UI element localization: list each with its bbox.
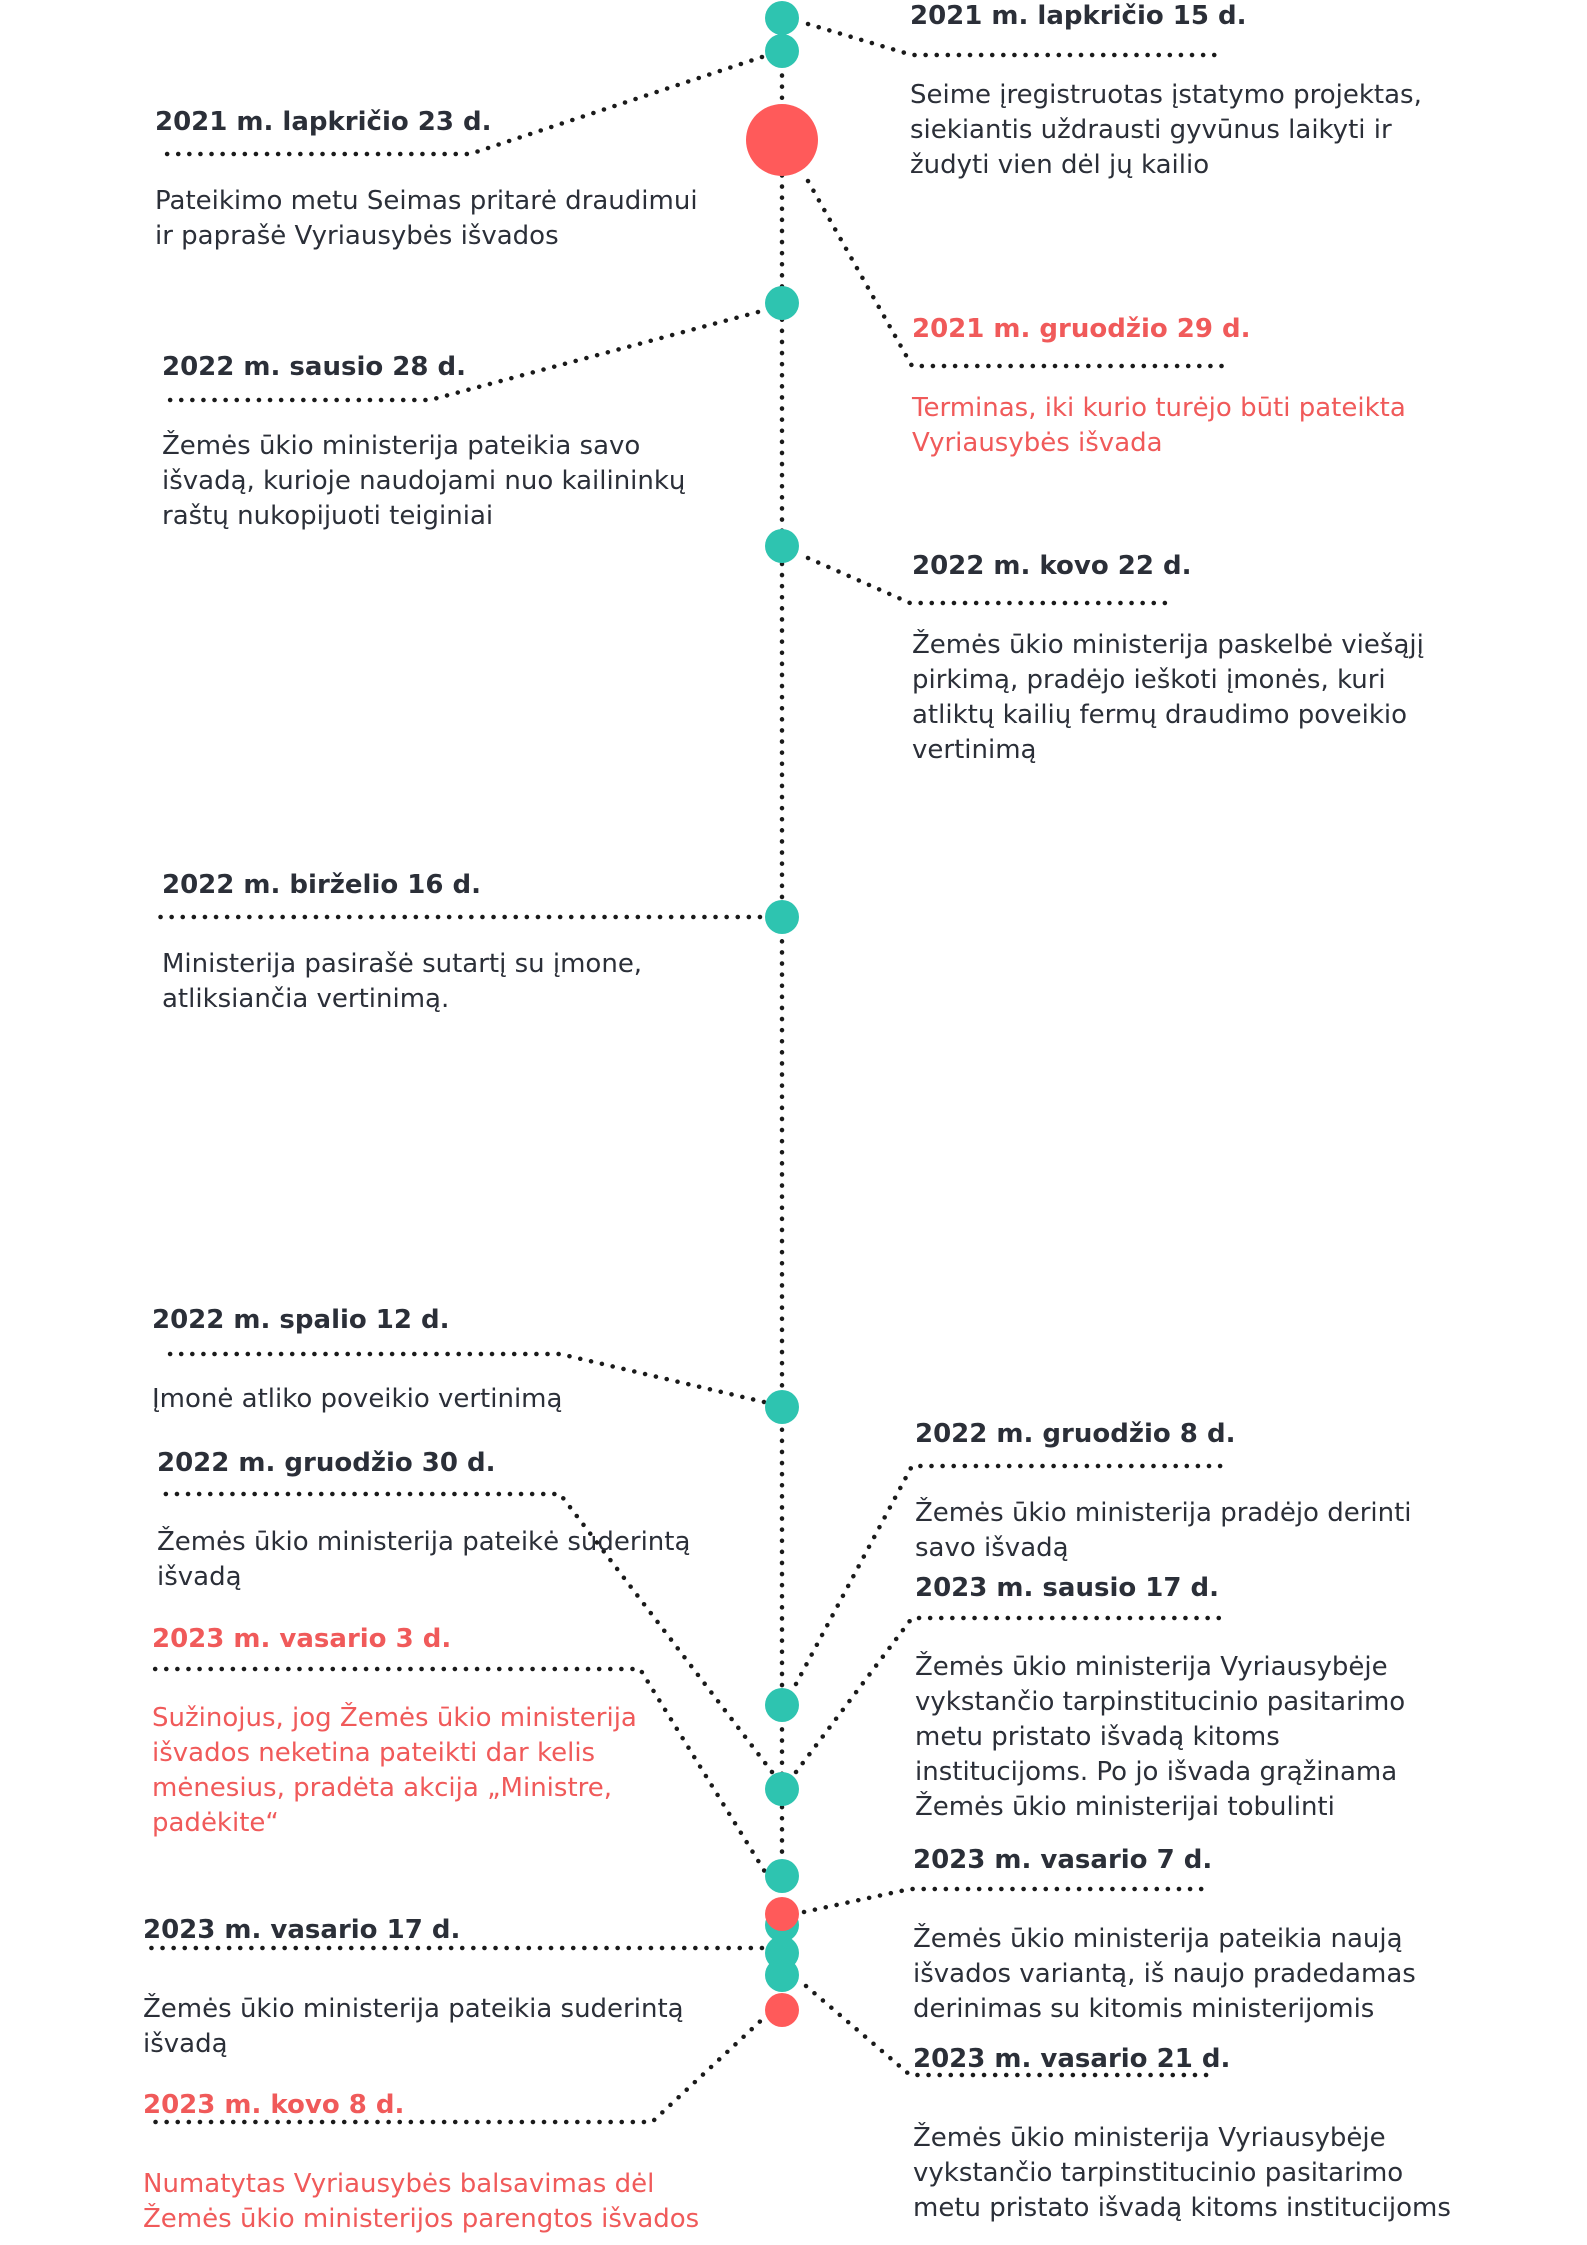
- event-description: Pateikimo metu Seimas pritarė draudimui ir paprašė Vyriausybės išvados: [155, 186, 698, 251]
- event-description: Įmonė atliko poveikio vertinimą: [152, 1384, 563, 1414]
- node-2021-12-29: [746, 104, 818, 176]
- timeline-nodes: [746, 1, 818, 2027]
- event-date: 2021 m. gruodžio 29 d.: [912, 314, 1251, 344]
- event-description: Sužinojus, jog Žemės ūkio ministerija išvados neketina pateikti dar kelis mėnesius, pradėta akcija „Ministre, padėkite“: [152, 1703, 637, 1838]
- event-description: Žemės ūkio ministerija paskelbė viešąjį pirkimą, pradėjo ieškoti įmonės, kuri atliktų kailių fermų draudimo poveikio vertinimą: [912, 630, 1424, 765]
- node-2023-02-03: [765, 1897, 799, 1931]
- node-2022-10-12: [765, 1390, 799, 1424]
- event-2021-12-29: [912, 313, 1452, 461]
- node-2022-12-30: [765, 1772, 799, 1806]
- event-date: 2023 m. vasario 7 d.: [913, 1845, 1213, 1875]
- event-2021-11-23: [155, 106, 715, 254]
- event-description: Seime įregistruotas įstatymo projektas, siekiantis uždrausti gyvūnus laikyti ir žudyti vien dėl jų kailio: [910, 80, 1422, 180]
- event-description: Ministerija pasirašė sutartį su įmone, atliksiančia vertinimą.: [162, 949, 643, 1014]
- event-description: Žemės ūkio ministerija Vyriausybėje vykstančio tarpinstitucinio pasitarimo metu pristato išvadą kitoms institucijoms. Po jo išvada grąžinama Žemės ūkio ministerijai tobulinti: [915, 1652, 1406, 1822]
- event-2022-03-22: [912, 550, 1452, 768]
- node-2023-03-08: [765, 1993, 799, 2027]
- event-date: 2023 m. kovo 8 d.: [143, 2090, 405, 2120]
- event-date: 2023 m. sausio 17 d.: [915, 1573, 1219, 1603]
- event-date: 2023 m. vasario 21 d.: [913, 2044, 1231, 2074]
- event-2023-02-03: [152, 1623, 712, 1841]
- event-2022-12-08: [915, 1418, 1455, 1566]
- event-description: Žemės ūkio ministerija pateikė suderintą išvadą: [157, 1527, 691, 1592]
- event-description: Žemės ūkio ministerija pateikia suderintą išvadą: [143, 1994, 684, 2059]
- event-description: Žemės ūkio ministerija Vyriausybėje vykstančio tarpinstitucinio pasitarimo metu pristato išvadą kitoms institucijoms: [913, 2123, 1451, 2223]
- event-date: 2022 m. gruodžio 30 d.: [157, 1448, 496, 1478]
- event-date: 2021 m. lapkričio 15 d.: [910, 1, 1247, 31]
- event-2023-02-17: [143, 1914, 703, 2062]
- event-2021-11-15: [910, 0, 1450, 183]
- event-2022-12-30: [157, 1447, 717, 1595]
- node-2021-11-15: [765, 1, 799, 35]
- event-date: 2022 m. kovo 22 d.: [912, 551, 1192, 581]
- event-date: 2021 m. lapkričio 23 d.: [155, 107, 492, 137]
- event-2023-02-07: [913, 1844, 1453, 2027]
- event-description: Žemės ūkio ministerija pateikia naują išvados variantą, iš naujo pradedamas derinimas su kitomis ministerijomis: [913, 1924, 1416, 2024]
- node-2023-02-21: [765, 1958, 799, 1992]
- node-2022-06-16: [765, 900, 799, 934]
- event-date: 2022 m. sausio 28 d.: [162, 352, 466, 382]
- event-description: Žemės ūkio ministerija pradėjo derinti savo išvadą: [915, 1498, 1412, 1563]
- event-description: Numatytas Vyriausybės balsavimas dėl Žemės ūkio ministerijos parengtos išvados: [143, 2169, 700, 2234]
- event-date: 2023 m. vasario 17 d.: [143, 1915, 461, 1945]
- node-2022-03-22: [765, 529, 799, 563]
- event-date: 2023 m. vasario 3 d.: [152, 1624, 452, 1654]
- node-2023-01-17: [765, 1859, 799, 1893]
- event-2023-02-21: [913, 2043, 1453, 2226]
- event-date: 2022 m. birželio 16 d.: [162, 870, 482, 900]
- event-date: 2022 m. gruodžio 8 d.: [915, 1419, 1236, 1449]
- event-description: Terminas, iki kurio turėjo būti pateikta Vyriausybės išvada: [912, 393, 1406, 458]
- event-2022-10-12: [152, 1304, 712, 1417]
- event-description: Žemės ūkio ministerija pateikia savo išvadą, kurioje naudojami nuo kailininkų raštų nukopijuoti teiginiai: [162, 431, 686, 531]
- event-2023-01-17: [915, 1572, 1455, 1825]
- event-2022-06-16: [162, 869, 722, 1017]
- node-2022-12-08: [765, 1688, 799, 1722]
- event-date: 2022 m. spalio 12 d.: [152, 1305, 450, 1335]
- event-2022-01-28: [162, 351, 722, 534]
- node-2021-11-23: [765, 34, 799, 68]
- event-2023-03-08: [143, 2089, 703, 2237]
- node-2022-01-28: [765, 286, 799, 320]
